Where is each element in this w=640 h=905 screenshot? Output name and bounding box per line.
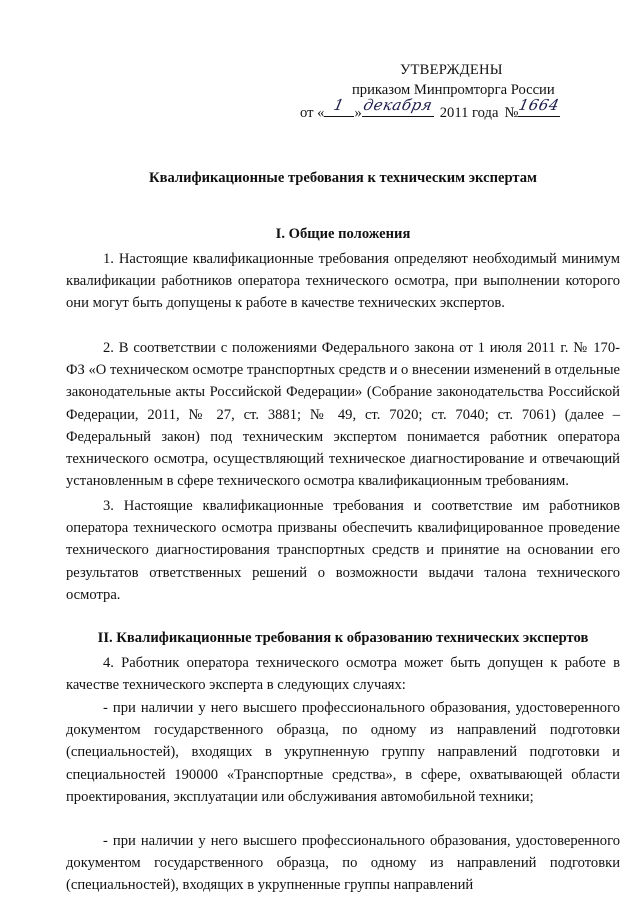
section-2-heading: II. Квалификационные требования к образованию технических экспертов (97, 630, 589, 646)
paragraph-1: 1. Настоящие квалификационные требования определяют необходимый минимум квалификации работников оператора технического осмотра, при выполнении которого они могут быть допущены к работе в качестве технических экспертов. (66, 251, 620, 312)
approval-order: приказом Минпромторга России (352, 82, 555, 98)
approval-block (300, 60, 620, 122)
date-prefix: от « (300, 105, 325, 121)
paragraph-4-item-1: - при наличии у него высшего профессионального образования, удостоверенного документом государственного образца, по одному из направлений подготовки (специальностей), входящих в укрупненную группу направлений подготовки и специальностей 190000 «Транспортные средства», в сфере, охватывающей области проектирования, эксплуатации или обслуживания автомобильной техники; (66, 700, 620, 805)
date-year: 2011 года (439, 105, 499, 121)
date-month-handwritten: декабря (361, 96, 434, 114)
paragraph-2: 2. В соответствии с положениями Федерального закона от 1 июля 2011 г. № 170-ФЗ «О техническом осмотре транспортных средств и о внесении изменений в отдельные законодательные акты Российской Федерации» (Собрание законодательства Российской Федерации, 2011, № 27, ст. 3881; № 49, ст. 7020; ст. 7040; ст. 7061) (далее – Федеральный закон) под техническим экспертом понимается работник оператора технического осмотра, осуществляющий техническое диагностирование и отвечающий установленным в сфере технического осмотра квалификационным требованиям. (66, 340, 620, 490)
order-number-handwritten: 1664 (517, 96, 562, 114)
date-mid: » (354, 105, 362, 121)
number-prefix: № (504, 105, 519, 121)
paragraph-4: 4. Работник оператора технического осмотра может быть допущен к работе в качестве технического эксперта в следующих случаях: (66, 655, 620, 694)
approval-title: УТВЕРЖДЕНЫ (400, 62, 503, 78)
date-month-blank (361, 96, 434, 117)
section-1-heading: I. Общие положения (275, 226, 411, 242)
approval-date-line (300, 96, 620, 122)
number-blank (517, 96, 562, 117)
paragraph-4-item-2: - при наличии у него высшего профессионального образования, удостоверенного документом государственного образца, по одному из направлений подготовки (специальностей), входящих в укрупненные группы направлений (66, 833, 620, 894)
document-title: Квалификационные требования к техническим экспертам (149, 170, 537, 186)
paragraph-3: 3. Настоящие квалификационные требования и соответствие им работников оператора технического осмотра призваны обеспечить квалифицированное проведение технического диагностирования транспортных средств и принятие на основании его результатов ответственных решений о возможности выдачи талона технического осмотра. (66, 498, 620, 603)
date-day-handwritten: 1 (332, 96, 347, 114)
date-day-blank (324, 96, 354, 117)
